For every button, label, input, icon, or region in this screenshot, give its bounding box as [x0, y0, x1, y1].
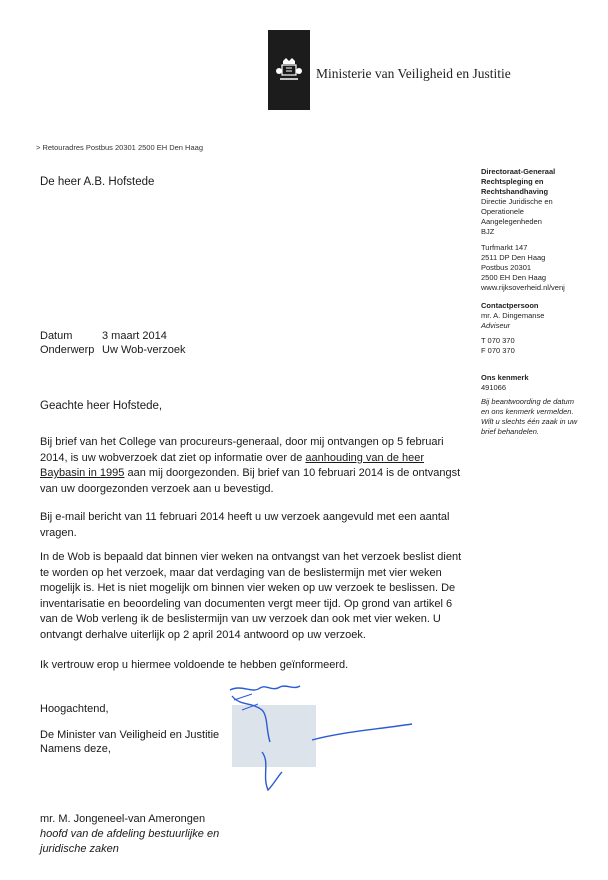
note-line-1: Bij beantwoording de datum	[481, 397, 574, 406]
subject-label: Onderwerp	[40, 344, 95, 356]
dir-line-1: Directie Juridische en	[481, 197, 553, 206]
sidebar-contact	[481, 301, 606, 331]
fax: F 070 370	[481, 346, 515, 355]
dir-line-4: BJZ	[481, 227, 495, 236]
date-label: Datum	[40, 330, 73, 342]
date-value: 3 maart 2014	[102, 330, 167, 342]
paragraph-2: Bij e-mail bericht van 11 februari 2014 heeft u uw verzoek aangevuld met een aantal vragen.	[40, 511, 450, 539]
official-block	[40, 812, 219, 857]
paragraph-3: In de Wob is bepaald dat binnen vier weken na ontvangst van het verzoek beslist dient te worden op het verzoek, maar dat verdaging van de beslistermijn met vier weken mogelijk is. Het is niet mogelijk om binnen vier weken op uw verzoek te beslissen. De inventarisatie en beoordeling van documenten vergt meer tijd. Op grond van artikel 6 van de Wob verleng ik de beslistermijn van uw verzoek dan ook met vier weken. U ontvangt derhalve uiterlijk op 2 april 2014 antwoord op uw verzoek.	[40, 551, 462, 641]
p1-text-underlined: aanhouding van de heer Baybasin in 1995	[40, 451, 425, 480]
reference-value: 491066	[481, 383, 507, 392]
paragraph-1	[40, 435, 470, 497]
signer-line-2: Namens deze,	[40, 743, 111, 755]
government-logo	[268, 30, 310, 110]
official-title-1: hoofd van de afdeling bestuurlijke en	[40, 828, 220, 840]
date-row	[40, 329, 186, 343]
address-line-4: 2500 EH Den Haag	[481, 273, 547, 282]
note-line-2: en ons kenmerk vermelden.	[481, 407, 574, 416]
website: www.rijksoverheid.nl/venj	[481, 283, 565, 292]
sidebar-reference	[481, 373, 606, 393]
ministry-name: Ministerie van Veiligheid en Justitie	[316, 66, 511, 81]
dir-line-2: Operationele	[481, 207, 524, 216]
letter-meta	[40, 329, 186, 357]
sidebar-note	[481, 397, 606, 437]
sidebar-department	[481, 167, 606, 237]
paragraph-4: Ik vertrouw erop u hiermee voldoende te hebben geïnformeerd.	[40, 659, 349, 671]
phone: T 070 370	[481, 336, 515, 345]
note-line-4: brief behandelen.	[481, 427, 539, 436]
official-name: mr. M. Jongeneel-van Amerongen	[40, 813, 206, 825]
address-line-1: Turfmarkt 147	[481, 243, 528, 252]
p1-text-c: aan mij doorgezonden. Bij brief van 10 februari 2014 is de ontvangst van uw doorgezonden verzoek aan u bevestigd.	[40, 467, 461, 495]
dg-line-2: Rechtspleging en	[481, 177, 544, 186]
address-line-3: Postbus 20301	[481, 263, 532, 272]
dg-line-1: Directoraat-Generaal	[481, 167, 556, 176]
signer-line-1: De Minister van Veiligheid en Justitie	[40, 729, 220, 741]
addressee: De heer A.B. Hofstede	[40, 176, 155, 188]
sidebar-address	[481, 243, 606, 293]
contact-role: Adviseur	[481, 321, 511, 330]
crown-lion-emblem-icon	[274, 55, 304, 85]
return-address: > Retouradres Postbus 20301 2500 EH Den Haag	[36, 143, 203, 152]
handwritten-signature	[222, 680, 422, 800]
signer-block	[40, 728, 219, 756]
address-line-2: 2511 DP Den Haag	[481, 253, 546, 262]
sidebar-phone	[481, 336, 606, 356]
official-title-2: juridische zaken	[40, 843, 119, 855]
reference-label: Ons kenmerk	[481, 373, 529, 382]
p1-text-a: Bij brief van het College van procureurs-generaal, door mij ontvangen op 5 februari 2014, is uw wobverzoek dat ziet op informatie over de	[40, 436, 444, 464]
contact-label: Contactpersoon	[481, 301, 539, 310]
subject-value: Uw Wob-verzoek	[102, 344, 186, 356]
dg-line-3: Rechtshandhaving	[481, 187, 549, 196]
closing: Hoogachtend,	[40, 703, 109, 715]
dir-line-3: Aangelegenheden	[481, 217, 542, 226]
subject-row	[40, 343, 186, 357]
note-line-3: Wilt u slechts één zaak in uw	[481, 417, 578, 426]
contact-name: mr. A. Dingemanse	[481, 311, 545, 320]
salutation: Geachte heer Hofstede,	[40, 400, 163, 412]
